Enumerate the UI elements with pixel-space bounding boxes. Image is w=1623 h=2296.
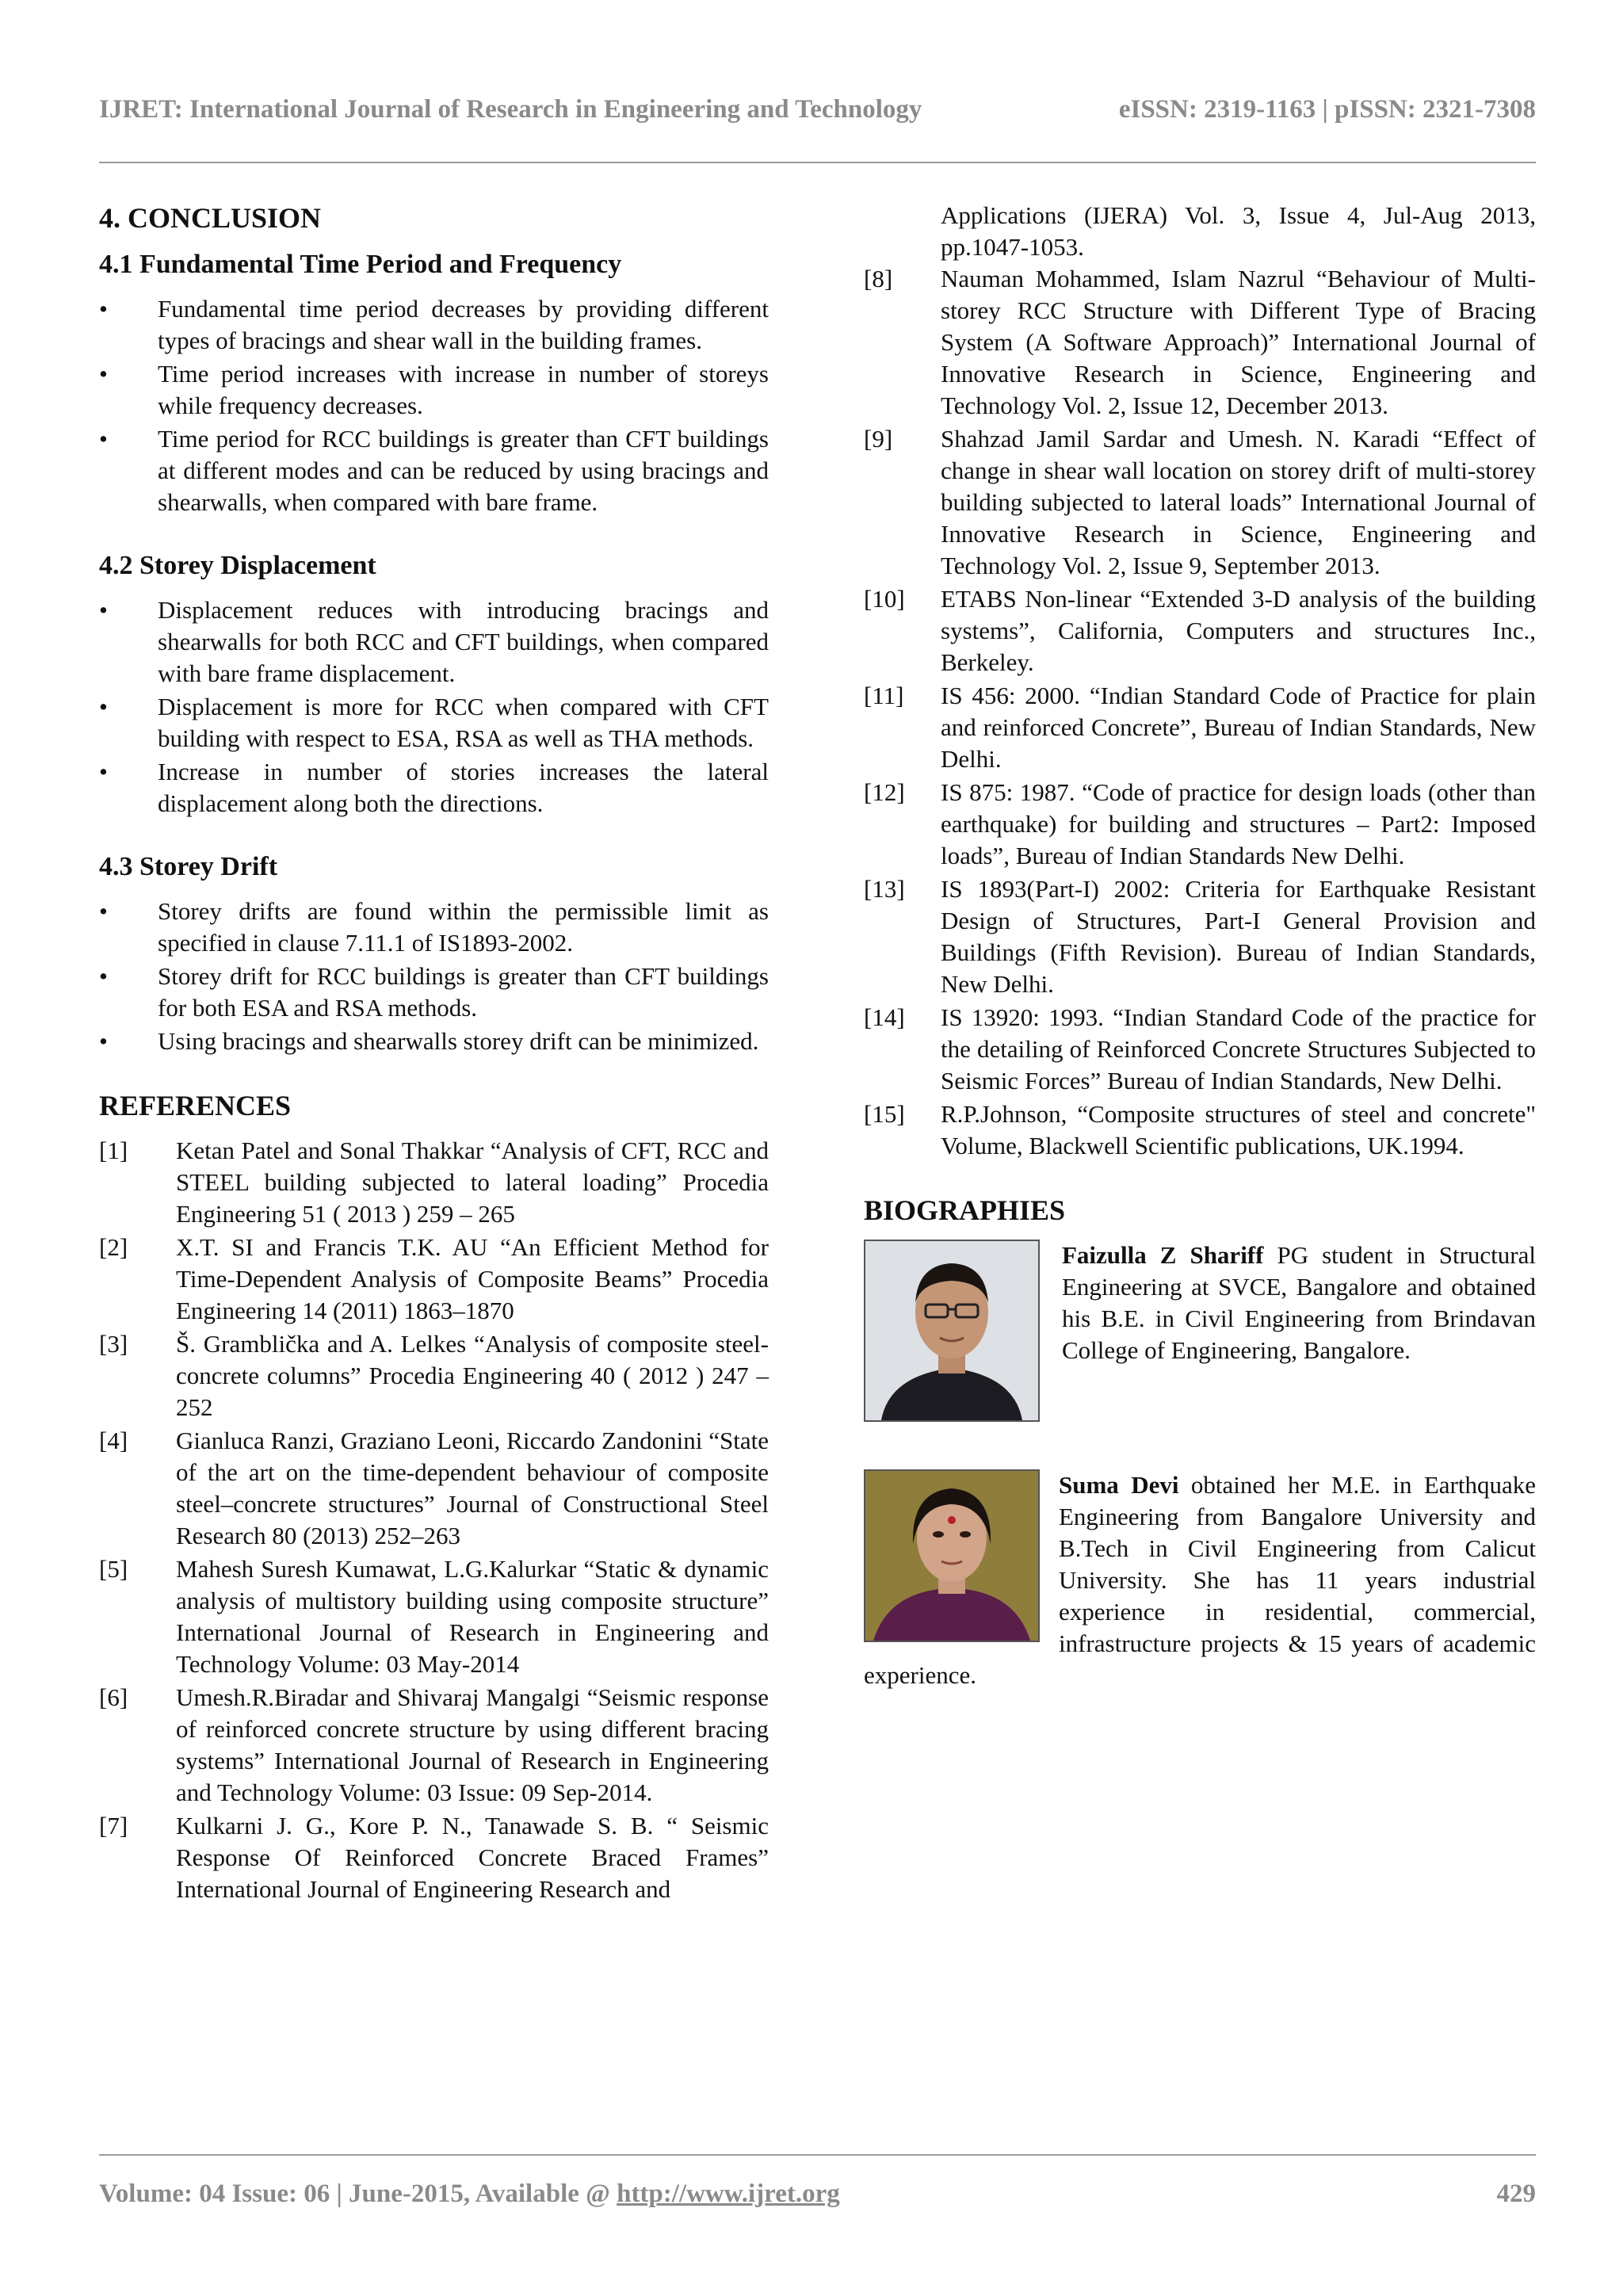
bullet-icon: •: [99, 1027, 108, 1055]
reference-number: [10]: [864, 585, 905, 613]
biographies-heading: BIOGRAPHIES: [864, 1194, 1066, 1226]
reference-text: Š. Gramblička and A. Lelkes “Analysis of composite steel-concrete columns” Procedia Engineering 40 ( 2012 ) 247 – 252: [176, 1330, 769, 1421]
bio-description: obtained her M.E. in Earthquake Engineering from Bangalore University and B.Tech in Civil Engineering from Calicut University. She has 11 years industrial experience in residential, commercial, infrastructure projects & 15 years of academic experience.: [864, 1471, 1536, 1689]
reference-text: R.P.Johnson, “Composite structures of steel and concrete" Volume, Blackwell Scientific publications, UK.1994.: [941, 1100, 1536, 1159]
reference-number: [8]: [864, 265, 893, 292]
list-item: [99, 756, 769, 819]
list-item: [99, 423, 769, 518]
reference-number: [15]: [864, 1100, 905, 1128]
issn: eISSN: 2319-1163 | pISSN: 2321-7308: [1118, 95, 1536, 124]
reference-item: [864, 423, 1536, 582]
reference-number: [7]: [99, 1812, 128, 1839]
bullet-text: Increase in number of stories increases the lateral displacement along both the directions.: [158, 758, 769, 817]
reference-item: [864, 1002, 1536, 1097]
conclusion-heading: 4. CONCLUSION: [99, 202, 322, 234]
footer-rule: [99, 2154, 1536, 2156]
section-title: 4.1 Fundamental Time Period and Frequency: [99, 250, 622, 279]
header-rule: [99, 162, 1536, 163]
reference-number: [11]: [864, 682, 904, 709]
bullet-icon: •: [99, 758, 108, 785]
reference-text: Kulkarni J. G., Kore P. N., Tanawade S. B. “ Seismic Response Of Reinforced Concrete Braced Frames” International Journal of Engineering Research and: [176, 1812, 769, 1903]
reference-number: [9]: [864, 425, 893, 453]
list-item: [99, 691, 769, 755]
bullet-text: Storey drift for RCC buildings is greater than CFT buildings for both ESA and RSA methods.: [158, 962, 769, 1022]
reference-number: [3]: [99, 1330, 128, 1358]
page-number: 429: [1496, 2179, 1536, 2208]
reference-item: [864, 583, 1536, 678]
bullet-icon: •: [99, 295, 108, 323]
references-heading: REFERENCES: [99, 1090, 292, 1121]
reference-item: [864, 1098, 1536, 1162]
list-item: [99, 961, 769, 1024]
reference-text: IS 875: 1987. “Code of practice for design loads (other than earthquake) for building and structures – Part2: Imposed loads”, Bureau of Indian Standards New Delhi.: [941, 778, 1536, 869]
journal-link[interactable]: http://www.ijret.org: [617, 2179, 840, 2208]
reference-text: Ketan Patel and Sonal Thakkar “Analysis of CFT, RCC and STEEL building subjected to lateral loading” Procedia Engineering 51 ( 2013 ) 259 – 265: [176, 1137, 769, 1228]
reference-item: [864, 263, 1536, 422]
reference-text: Shahzad Jamil Sardar and Umesh. N. Karadi “Effect of change in shear wall location on storey drift of multi-storey building subjected to lateral loads” International Journal of Innovative Research in Science, Engineering and Technology Vol. 2, Issue 9, September 2013.: [941, 425, 1536, 579]
bullet-text: Time period increases with increase in number of storeys while frequency decreases.: [158, 360, 769, 419]
reference-item: [99, 1328, 769, 1423]
list-item: [99, 358, 769, 422]
reference-item: [99, 1135, 769, 1230]
bio-description: PG student in Structural Engineering at SVCE, Bangalore and obtained his B.E. in Civil Engineering from Brindavan College of Engineering, Bangalore.: [1062, 1241, 1536, 1364]
bullet-icon: •: [99, 360, 108, 388]
bullet-icon: •: [99, 425, 108, 453]
bullet-text: Fundamental time period decreases by providing different types of bracings and shear wall in the building frames.: [158, 295, 769, 354]
reference-text: Umesh.R.Biradar and Shivaraj Mangalgi “Seismic response of reinforced concrete structure by using different bracing systems” International Journal of Research in Engineering and Technology Volume: 03 Issue: 09 Sep-2014.: [176, 1683, 769, 1806]
reference-text: IS 456: 2000. “Indian Standard Code of Practice for plain and reinforced Concrete”, Bureau of Indian Standards, New Delhi.: [941, 682, 1536, 773]
author-photo-frame: [864, 1469, 1040, 1642]
bullet-list: [99, 896, 769, 1057]
right-column: [864, 200, 1536, 1691]
reference-number: [12]: [864, 778, 905, 806]
list-item: [99, 594, 769, 690]
reference-number: [4]: [99, 1427, 128, 1454]
bullet-icon: •: [99, 962, 108, 990]
bullet-text: Time period for RCC buildings is greater than CFT buildings at different modes and can be reduced by using bracings and shearwalls, when compared with bare frame.: [158, 425, 769, 516]
reference-number: [5]: [99, 1555, 128, 1583]
bullet-text: Displacement reduces with introducing bracings and shearwalls for both RCC and CFT buildings, when compared with bare frame displacement.: [158, 596, 769, 687]
reference-number: [13]: [864, 875, 905, 903]
reference-item: [99, 1682, 769, 1809]
reference-number: [14]: [864, 1003, 905, 1031]
portrait-icon: [865, 1471, 1038, 1641]
author-photo: [864, 1469, 1040, 1642]
bullet-list: [99, 594, 769, 819]
reference-item: [864, 777, 1536, 872]
reference-item: [99, 1232, 769, 1327]
reference-item: [99, 1553, 769, 1680]
reference-number: [2]: [99, 1233, 128, 1261]
left-column: [99, 200, 769, 1907]
reference-continuation: Applications (IJERA) Vol. 3, Issue 4, Jul-Aug 2013, pp.1047-1053.: [941, 201, 1536, 261]
list-item: [99, 293, 769, 357]
bullet-text: Displacement is more for RCC when compared with CFT building with respect to ESA, RSA as well as THA methods.: [158, 693, 769, 752]
footer-volume-text: Volume: 04 Issue: 06 | June-2015, Available @: [99, 2179, 617, 2208]
bullet-icon: •: [99, 897, 108, 925]
reference-text: Nauman Mohammed, Islam Nazrul “Behaviour of Multi-storey RCC Structure with Different Type of Bracing System (A Software Approach)” International Journal of Innovative Research in Science, Engineering and Technology Vol. 2, Issue 12, December 2013.: [941, 265, 1536, 419]
reference-number: [6]: [99, 1683, 128, 1711]
journal-title: IJRET: International Journal of Research in Engineering and Technology: [99, 95, 922, 124]
section-title: 4.2 Storey Displacement: [99, 551, 376, 580]
bullet-icon: •: [99, 693, 108, 720]
section-title: 4.3 Storey Drift: [99, 852, 278, 881]
portrait-icon: [865, 1241, 1038, 1420]
reference-item: [864, 680, 1536, 775]
author-photo: [864, 1240, 1040, 1422]
list-item: [99, 896, 769, 959]
footer-volume: [99, 2179, 840, 2209]
bio-text: [1062, 1240, 1536, 1366]
reference-text: Gianluca Ranzi, Graziano Leoni, Riccardo Zandonini “State of the art on the time-dependent behaviour of composite steel–concrete structures” Journal of Constructional Steel Research 80 (2013) 252–263: [176, 1427, 769, 1549]
reference-text: ETABS Non-linear “Extended 3-D analysis of the building systems”, California, Computers and structures Inc., Berkeley.: [941, 585, 1536, 676]
biography: [864, 1469, 1536, 1691]
bullet-list: [99, 293, 769, 518]
author-name: Faizulla Z Shariff: [1062, 1241, 1264, 1269]
bullet-icon: •: [99, 596, 108, 624]
bullet-text: Using bracings and shearwalls storey drift can be minimized.: [158, 1027, 759, 1055]
reference-text: IS 1893(Part-I) 2002: Criteria for Earthquake Resistant Design of Structures, Part-I General Provision and Buildings (Fifth Revision). Bureau of Indian Standards, New Delhi.: [941, 875, 1536, 998]
list-item: [99, 1026, 769, 1057]
author-name: Suma Devi: [1059, 1471, 1179, 1499]
bullet-text: Storey drifts are found within the permissible limit as specified in clause 7.11.1 of IS1893-2002.: [158, 897, 769, 957]
reference-text: Mahesh Suresh Kumawat, L.G.Kalurkar “Static & dynamic analysis of multistory building using composite structure” International Journal of Research in Engineering and Technology Volume: 03 May-2014: [176, 1555, 769, 1678]
biography: [864, 1240, 1536, 1438]
reference-number: [1]: [99, 1137, 128, 1164]
reference-item: [99, 1425, 769, 1552]
reference-item: [864, 873, 1536, 1000]
reference-text: IS 13920: 1993. “Indian Standard Code of the practice for the detailing of Reinforced Concrete Structures Subjected to Seismic Forces” Bureau of Indian Standards, New Delhi.: [941, 1003, 1536, 1095]
reference-item: [99, 1810, 769, 1905]
reference-text: X.T. SI and Francis T.K. AU “An Efficient Method for Time-Dependent Analysis of Composite Beams” Procedia Engineering 14 (2011) 1863–1870: [176, 1233, 769, 1324]
